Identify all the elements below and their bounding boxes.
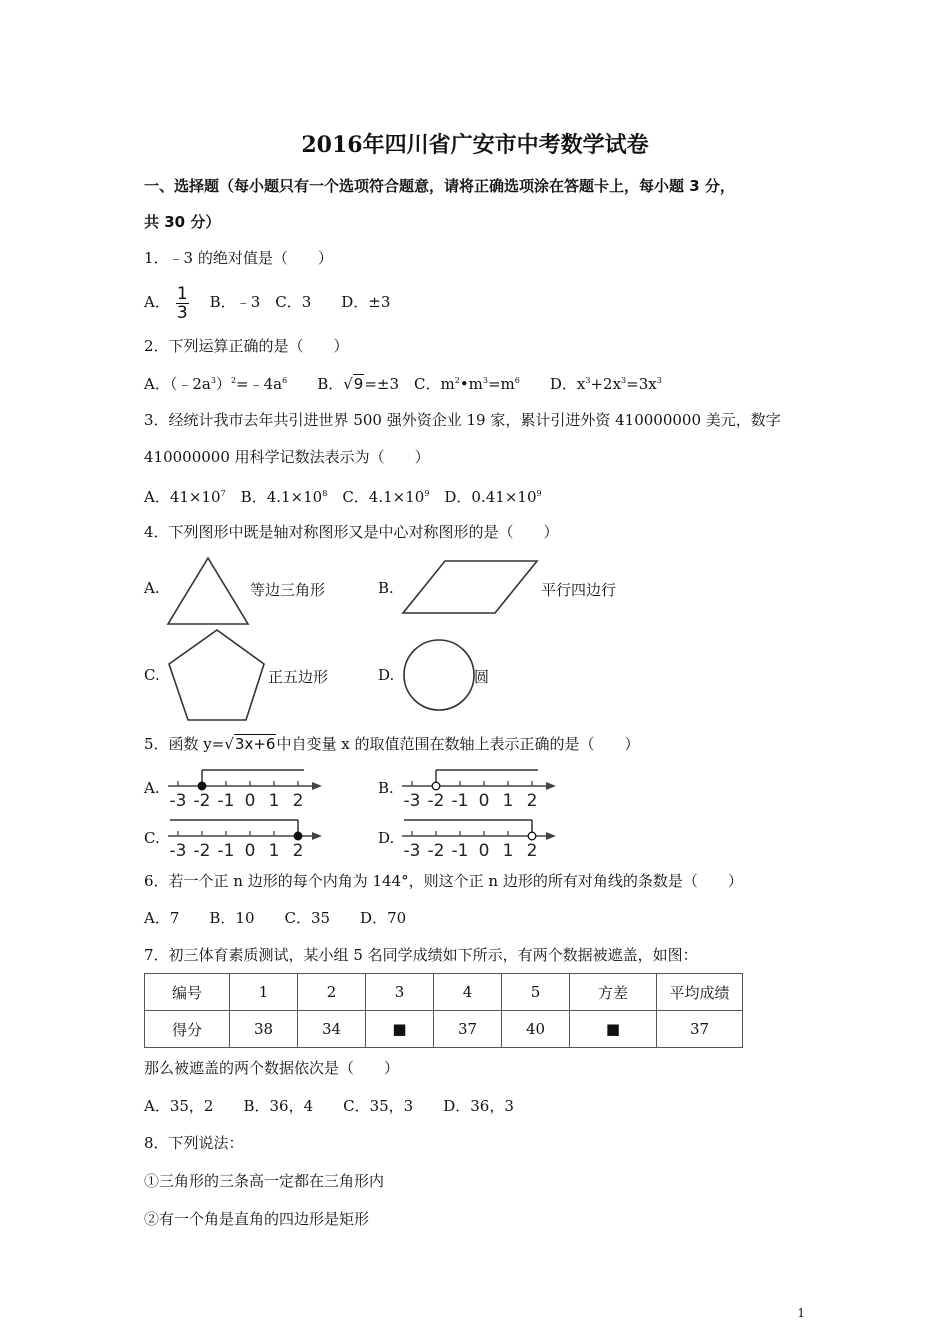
q5-stem-suffix: 中自变量 x 的取值范围在数轴上表示正确的是（ ） (276, 735, 640, 753)
q2-c-e1: 2 (454, 376, 460, 385)
q2-c-e3: 6 (514, 376, 520, 385)
table-cell: 得分 (145, 1011, 230, 1048)
exam-title: 2016年四川省广安市中考数学试卷 (301, 132, 649, 158)
q3-a: A．41×10 (144, 488, 221, 506)
q2-b: B． (287, 375, 344, 393)
open-point (528, 832, 536, 840)
circle-figure (401, 637, 477, 713)
tick-label: -2 (193, 791, 211, 811)
q2-c: C．m (399, 375, 455, 393)
q3-b-exp: 8 (322, 489, 328, 498)
number-line-c (166, 814, 326, 862)
q5-option-c-letter: C. (144, 829, 160, 847)
q5-option-d-letter: D. (378, 829, 395, 847)
tick-label: 2 (292, 841, 304, 861)
table-row (145, 1011, 743, 1048)
q4-stem: 4．下列图形中既是轴对称图形又是中心对称图形的是（ ） (144, 523, 559, 541)
q2-stem: 2．下列运算正确的是（ ） (144, 337, 349, 355)
q2-d: D．x (519, 375, 586, 393)
q4-option-c-letter: C. (144, 666, 160, 684)
q1-options-rest: B．﹣3 C．3 D．±3 (194, 293, 391, 311)
q8-statement-1: ①三角形的三条高一定都在三角形内 (144, 1172, 385, 1190)
q2-d-mid1: +2x (590, 375, 622, 393)
table-cell: 37 (657, 1011, 743, 1048)
table-cell: 5 (502, 974, 570, 1011)
q5-radicand: 3x+6 (234, 735, 276, 753)
q1-options (144, 283, 390, 322)
tick-label: -3 (403, 791, 421, 811)
tick-label: -1 (451, 841, 469, 861)
tick-label: 0 (244, 791, 256, 811)
q4-option-b-caption: 平行四边行 (541, 581, 617, 599)
tick-label: 0 (478, 841, 490, 861)
table-cell: 方差 (570, 974, 657, 1011)
tick-label: 2 (526, 791, 538, 811)
table-cell: 40 (502, 1011, 570, 1048)
q7-options: A．35，2 B．36，4 C．35，3 D．36，3 (144, 1097, 514, 1115)
tick-label: 1 (502, 841, 514, 861)
q5-option-a-letter: A. (144, 779, 160, 797)
q2-a: A．（﹣2a (144, 375, 211, 393)
number-line-a (166, 764, 326, 812)
arrow-head-icon (312, 782, 322, 790)
q2-sqrt: √9 (343, 375, 364, 393)
page-number: 1 (797, 1306, 805, 1320)
q7-question: 那么被遮盖的两个数据依次是（ ） (144, 1059, 400, 1077)
q2-options (144, 371, 662, 394)
table-cell: 37 (434, 1011, 502, 1048)
q5-option-b-letter: B. (378, 779, 394, 797)
q2-c-mid2: =m (487, 375, 515, 393)
q3-d-exp: 9 (536, 489, 542, 498)
q2-d-e1: 3 (585, 376, 591, 385)
arrow-head-icon (312, 832, 322, 840)
table-cell: 2 (298, 974, 366, 1011)
table-cell: 平均成绩 (657, 974, 743, 1011)
q1-stem: 1．﹣3 的绝对值是（ ） (144, 249, 333, 267)
q4-option-d-letter: D. (378, 666, 395, 684)
q5-stem (144, 734, 639, 754)
q5-sqrt: √3x+6 (224, 735, 276, 753)
q3-c-exp: 9 (424, 489, 430, 498)
table-header-row (145, 974, 743, 1011)
q2-d-e3: 3 (656, 376, 662, 385)
q5-stem-prefix: 5．函数 y= (144, 735, 225, 753)
q6-options: A．7 B．10 C．35 D．70 (144, 909, 407, 927)
table-cell: 4 (434, 974, 502, 1011)
table-cell: ■ (570, 1011, 657, 1048)
tick-label: 0 (478, 791, 490, 811)
q2-d-e2: 3 (621, 376, 627, 385)
q2-c-mid1: •m (459, 375, 483, 393)
table-cell: 1 (230, 974, 298, 1011)
section-heading-line1: 一、选择题（每小题只有一个选项符合题意，请将正确选项涂在答题卡上，每小题 3 分， (144, 177, 735, 195)
q3-options (144, 484, 542, 507)
number-line-d (400, 814, 560, 862)
section-heading-line2: 共 30 分） (144, 213, 221, 231)
q2-a-exp2: 2 (230, 376, 237, 385)
arrow-head-icon (546, 782, 556, 790)
q3-c: C．4.1×10 (327, 488, 425, 506)
q3-b: B．4.1×10 (225, 488, 323, 506)
q3-stem-line2: 410000000 用科学记数法表示为（ ） (144, 448, 430, 466)
q2-d-mid2: =3x (626, 375, 657, 393)
tick-label: -1 (451, 791, 469, 811)
table-cell: 编号 (145, 974, 230, 1011)
tick-label: 1 (268, 841, 280, 861)
tick-label: -1 (217, 841, 235, 861)
q7-stem: 7．初三体育素质测试，某小组 5 名同学成绩如下所示，有两个数据被遮盖，如图： (144, 946, 698, 964)
table-cell: 38 (230, 1011, 298, 1048)
q2-a-exp3: 6 (282, 376, 288, 385)
tick-label: -2 (427, 841, 445, 861)
tick-label: 0 (244, 841, 256, 861)
number-line-b (400, 764, 560, 812)
tick-label: -3 (169, 791, 187, 811)
q1-fraction-denominator: 3 (176, 302, 188, 323)
table-cell: ■ (366, 1011, 434, 1048)
tick-label: -3 (403, 841, 421, 861)
pentagon-figure (166, 627, 268, 723)
open-point (432, 782, 440, 790)
triangle-figure (165, 555, 251, 627)
q8-statement-2: ②有一个角是直角的四边形是矩形 (144, 1210, 370, 1228)
arrow-head-icon (546, 832, 556, 840)
q1-fraction (176, 285, 189, 322)
score-table (144, 973, 743, 1048)
table-cell: 3 (366, 974, 434, 1011)
q2-b-end: =±3 (364, 375, 400, 393)
q4-option-c-caption: 正五边形 (268, 668, 329, 686)
tick-label: -2 (427, 791, 445, 811)
tick-label: -1 (217, 791, 235, 811)
q2-radicand: 9 (353, 375, 364, 393)
q1-option-a-prefix: A． (144, 293, 170, 311)
q6-stem: 6．若一个正 n 边形的每个内角为 144°，则这个正 n 边形的所有对角线的条数是（ ） (144, 872, 743, 890)
tick-label: 2 (526, 841, 538, 861)
parallelogram-figure (400, 558, 540, 616)
q2-a-exp1: 3 (210, 376, 216, 385)
tick-label: 1 (502, 791, 514, 811)
tick-label: -2 (193, 841, 211, 861)
q4-option-d-caption: 圆 (474, 668, 490, 686)
q3-d: D．0.41×10 (429, 488, 537, 506)
closed-point (198, 782, 206, 790)
q2-c-e2: 3 (482, 376, 488, 385)
q2-a-end: =﹣4a (236, 375, 283, 393)
tick-label: -3 (169, 841, 187, 861)
q3-a-exp: 7 (220, 489, 226, 498)
q2-a-mid: ） (215, 375, 231, 393)
q3-stem-line1: 3．经统计我市去年共引进世界 500 强外资企业 19 家，累计引进外资 410000000 美元，数字 (144, 411, 781, 429)
q8-stem: 8．下列说法： (144, 1134, 244, 1152)
tick-label: 2 (292, 791, 304, 811)
q4-option-b-letter: B. (378, 579, 394, 597)
q4-option-a-caption: 等边三角形 (250, 581, 326, 599)
q4-option-a-letter: A. (144, 579, 160, 597)
table-cell: 34 (298, 1011, 366, 1048)
tick-label: 1 (268, 791, 280, 811)
closed-point (294, 832, 302, 840)
q1-fraction-numerator: 1 (176, 283, 188, 304)
